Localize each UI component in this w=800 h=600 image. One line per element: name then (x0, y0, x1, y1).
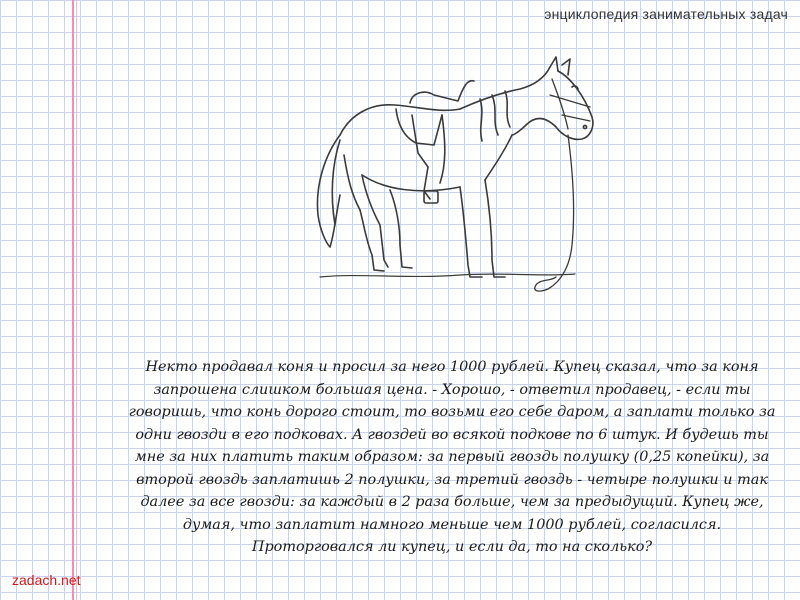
notebook-margin-line (72, 0, 74, 600)
saddled-horse-icon (300, 55, 610, 315)
page-header-title: энциклопедия занимательных задач (544, 6, 788, 22)
site-watermark-link[interactable]: zadach.net (12, 572, 81, 588)
notebook-margin-line-secondary (76, 0, 77, 600)
problem-text: Некто продавал коня и просил за него 1000 рублей. Купец сказал, что за коня запрошена слишком большая цена. - Хорошо, - ответил продавец, - если ты говоришь, что конь дорого стоит, то возьми его себе даром, а заплати только за одни гвозди в его подковах. А гвоздей во всякой подкове по 6 штук. И будешь ты мне за них платить таким образом: за первый гвоздь полушку (0,25 копейки), за второй гвоздь заплатишь 2 полушки, за третий гвоздь - четыре полушки и так далее за все гвозди: за каждый в 2 раза больше, чем за предыдущий. Купец же, думая, что заплатит намного меньше чем 1000 рублей, согласился. Проторговался ли купец, и если да, то на сколько? (128, 359, 776, 555)
